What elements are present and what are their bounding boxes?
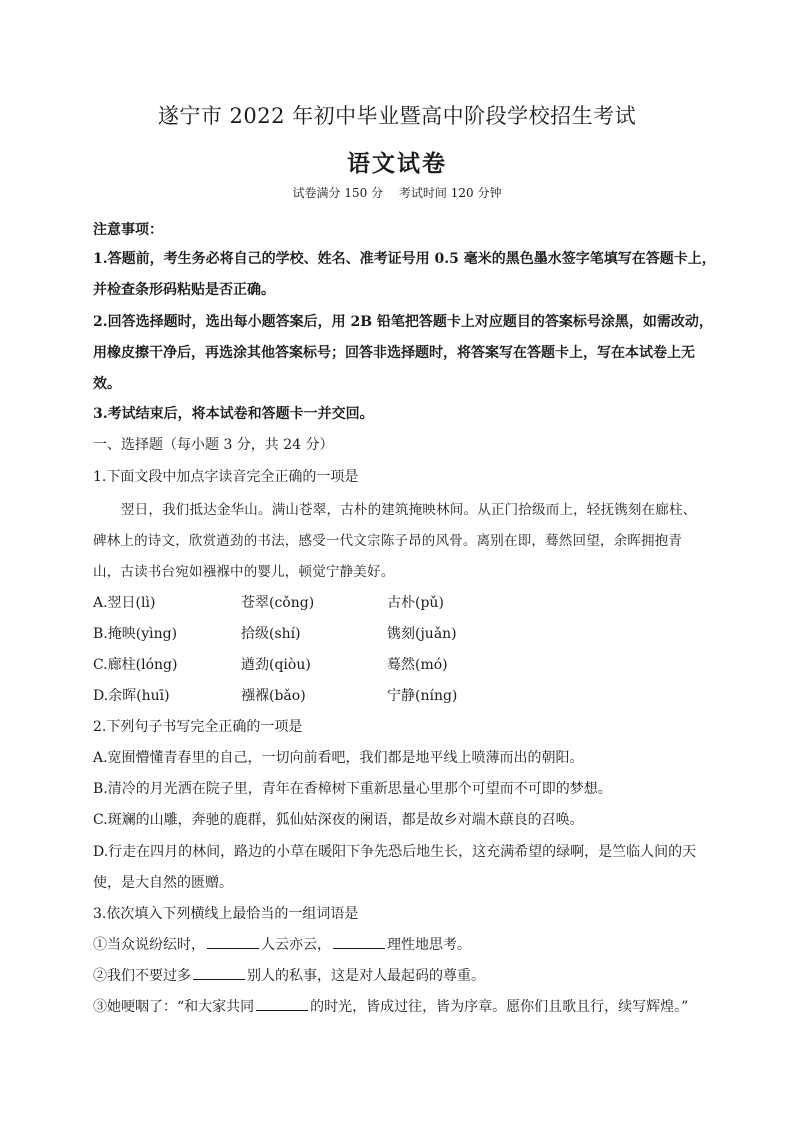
question-3-stem: 3.依次填入下列横线上最恰当的一组词语是 bbox=[93, 906, 359, 922]
option-a-word-1: A.翌日(lì) bbox=[93, 595, 156, 611]
question-1-passage-line-2: 碑林上的诗文，欣赏遒劲的书法，感受一代文宗陈子昂的风骨。离别在即，蓦然回望，余晖拥抱青 bbox=[93, 533, 683, 549]
sentence-1-part-3: 理性地思考。 bbox=[387, 937, 471, 953]
option-d-word-2: 襁褓(bǎo) bbox=[241, 688, 306, 704]
question-3-sentence-2 bbox=[93, 965, 485, 985]
option-c-word-2: 遒劲(qiòu) bbox=[241, 657, 311, 673]
fill-blank bbox=[193, 978, 245, 980]
option-d-word-3: 宁静(níng) bbox=[387, 688, 458, 704]
exam-time: 考试时间 120 分钟 bbox=[398, 186, 502, 200]
full-score: 试卷满分 150 分 bbox=[292, 186, 384, 200]
exam-title: 遂宁市 2022 年初中毕业暨高中阶段学校招生考试 bbox=[157, 104, 637, 128]
question-2-option-a: A.宽囿懵懂青春里的自己，一切向前看吧，我们都是地平线上喷薄而出的朝阳。 bbox=[93, 750, 584, 766]
question-3-sentence-1 bbox=[93, 934, 471, 954]
question-1-stem: 1.下面文段中加点字读音完全正确的一项是 bbox=[93, 469, 359, 485]
question-2-option-c: C.斑斓的山雕，奔驰的鹿群，狐仙姑深夜的阑语，都是故乡对端木蕻良的召唤。 bbox=[93, 812, 584, 828]
sentence-1-part-1: ①当众说纷纭时， bbox=[93, 937, 205, 953]
question-1-passage-line-3: 山，古读书台宛如襁褓中的婴儿，顿觉宁静美好。 bbox=[93, 564, 395, 580]
sentence-3-part-2: 的时光，皆成过往，皆为序章。愿你们且歌且行，续写辉煌。” bbox=[310, 999, 689, 1015]
option-b-word-3: 镌刻(juǎn) bbox=[387, 626, 457, 642]
question-1-passage-line-1: 翌日，我们抵达金华山。满山苍翠，古朴的建筑掩映林间。从正门拾级而上，轻抚镌刻在廊柱、 bbox=[121, 502, 697, 518]
question-2-option-d-line-2: 使，是大自然的匮赠。 bbox=[93, 875, 233, 891]
exam-subject: 语文试卷 bbox=[347, 150, 447, 177]
question-2-option-d-line-1: D.行走在四月的林间，路边的小草在暖阳下争先恐后地生长，这充满希望的绿啊，是竺临人间的天 bbox=[93, 844, 697, 860]
sentence-2-part-1: ②我们不要过多 bbox=[93, 968, 191, 984]
question-3-sentence-3 bbox=[93, 996, 688, 1016]
option-c-word-3: 蓦然(mó) bbox=[387, 657, 448, 673]
option-a-word-2: 苍翠(cǒng) bbox=[241, 595, 315, 611]
sentence-3-part-1: ③她哽咽了：“和大家共同 bbox=[93, 999, 255, 1015]
option-a-word-3: 古朴(pǔ) bbox=[387, 595, 444, 611]
option-d-word-1: D.余晖(huī) bbox=[93, 688, 170, 704]
fill-blank bbox=[333, 947, 385, 949]
option-b-word-1: B.掩映(yìng) bbox=[93, 626, 178, 642]
exam-info bbox=[0, 184, 794, 201]
notice-item-2-line-2: 用橡皮擦干净后，再选涂其他答案标号；回答非选择题时，将答案写在答题卡上，写在本试卷上无 bbox=[93, 345, 695, 361]
fill-blank bbox=[256, 1009, 308, 1011]
option-b-word-2: 拾级(shí) bbox=[241, 626, 301, 642]
notice-item-2-line-3: 效。 bbox=[93, 376, 121, 392]
sentence-1-part-2: 人云亦云， bbox=[261, 937, 331, 953]
fill-blank bbox=[207, 947, 259, 949]
notice-item-2-line-1: 2.回答选择题时，选出每小题答案后，用 2B 铅笔把答题卡上对应题目的答案标号涂黑，如需改动， bbox=[93, 314, 713, 330]
question-2-option-b: B.清冷的月光洒在院子里，青年在香樟树下重新思量心里那个可望而不可即的梦想。 bbox=[93, 781, 612, 797]
option-c-word-1: C.廊柱(lóng) bbox=[93, 657, 178, 673]
notice-item-1-line-1: 1.答题前，考生务必将自己的学校、姓名、准考证号用 0.5 毫米的黑色墨水签字笔填写在答题卡上， bbox=[93, 251, 716, 267]
section-1-heading: 一、选择题（每小题 3 分，共 24 分） bbox=[93, 437, 334, 453]
notice-item-3: 3.考试结束后，将本试卷和答题卡一并交回。 bbox=[93, 406, 374, 422]
notice-item-1-line-2: 并检查条形码粘贴是否正确。 bbox=[93, 282, 275, 298]
question-2-stem: 2.下列句子书写完全正确的一项是 bbox=[93, 719, 303, 735]
notice-heading: 注意事项： bbox=[93, 222, 163, 238]
sentence-2-part-2: 别人的私事，这是对人最起码的尊重。 bbox=[247, 968, 485, 984]
